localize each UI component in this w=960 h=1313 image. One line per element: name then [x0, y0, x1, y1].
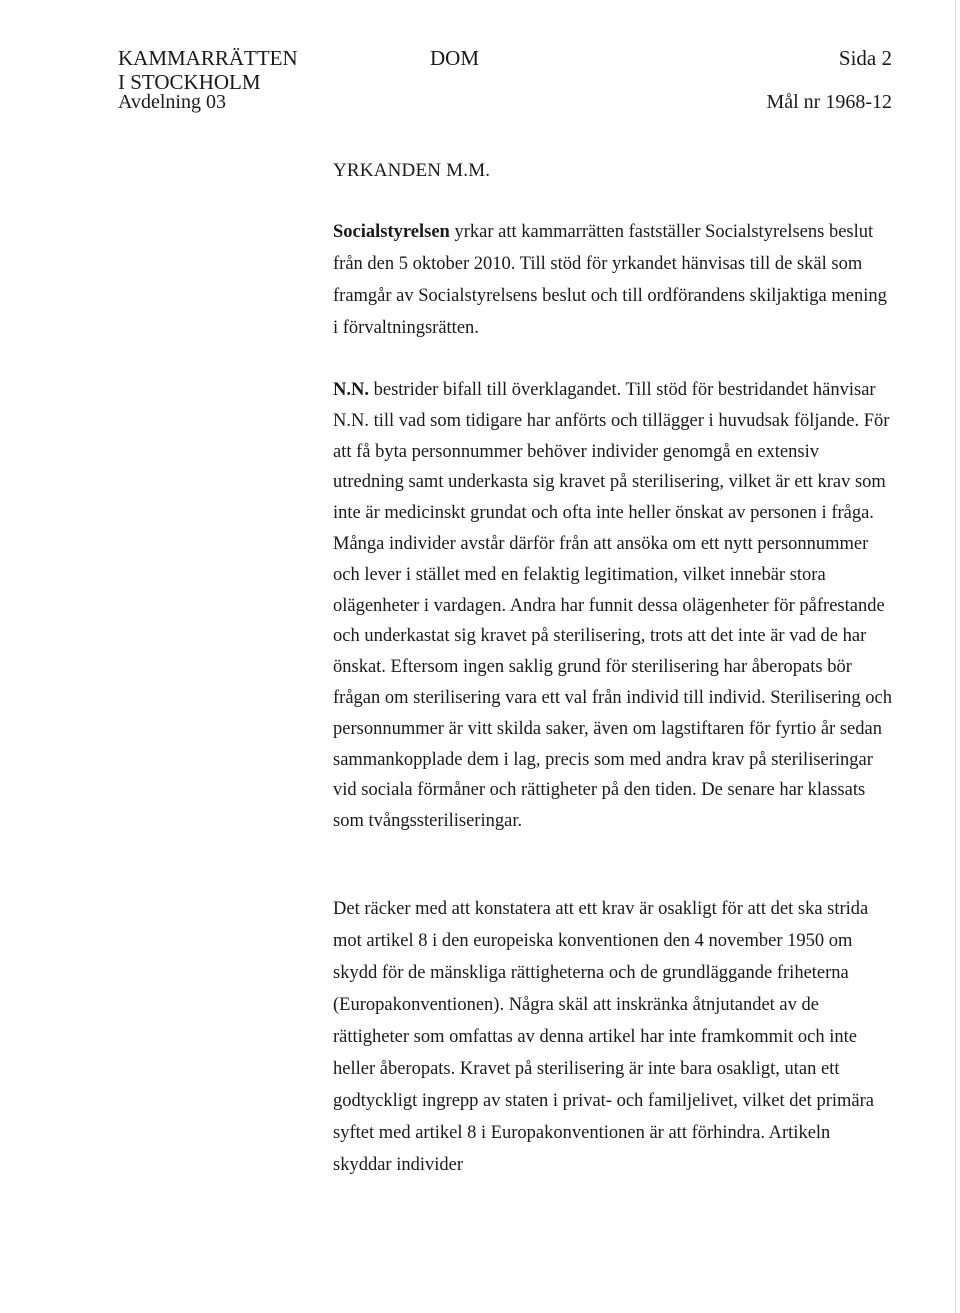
- paragraph-text: Det räcker med att konstatera att ett krav är osakligt för att det ska strida mot artikel 8 i den europeiska konventionen den 4 november 1950 om skydd för de mänskliga rättigheterna och de grundläggande friheterna (Europakonventionen). Några skäl att inskränka åtnjutandet av de rättigheter som omfattas av denna artikel har inte framkommit och inte heller åberopats. Kravet på sterilisering är inte bara osakligt, utan ett godtyckligt ingrepp av staten i privat- och familjelivet, vilket det primära syftet med artikel 8 i Europakonventionen är att förhindra. Artikeln skyddar individer: [333, 899, 874, 1175]
- section-title: YRKANDEN M.M.: [333, 160, 491, 181]
- paragraph-text: bestrider bifall till överklagandet. Till stöd för bestridandet hänvisar N.N. till vad som tidigare har anförts och tillägger i huvudsak följande. För att få byta personnummer behöver individer genomgå en extensiv utredning samt underkasta sig kravet på sterilisering, vilket är ett krav som inte är medicinskt grundat och ofta inte heller önskat av personen i fråga. Många individer avstår därför från att ansöka om ett nytt personnummer och lever i stället med en felaktig legitimation, vilket innebär stora olägenheter i vardagen. Andra har funnit dessa olägenheter för påfrestande och underkastat sig kravet på sterilisering, trots att det inte är vad de har önskat. Eftersom ingen saklig grund för sterilisering har åberopats bör frågan om sterilisering vara ett val från individ till individ. Sterilisering och personnummer är vitt skilda saker, även om lagstiftaren för fyrtio år sedan sammankopplade dem i lag, precis som med andra krav på steriliseringar vid sociala förmåner och rättigheter på den tiden. De senare har klassats som tvångssteriliseringar.: [333, 380, 892, 832]
- paragraph-lead: Socialstyrelsen: [333, 222, 450, 242]
- paragraph-europakonventionen: [333, 893, 893, 1181]
- document-type: DOM: [430, 46, 480, 70]
- case-number: Mål nr 1968-12: [766, 91, 892, 113]
- paragraph-lead: N.N.: [333, 380, 369, 400]
- court-division: Avdelning 03: [118, 91, 226, 113]
- paragraph-text: yrkar att kammarrätten fastställer Socialstyrelsens beslut från den 5 oktober 2010. Till stöd för yrkandet hänvisas till de skäl som framgår av Socialstyrelsens beslut och till ordförandens skiljaktiga mening i förvaltningsrätten.: [333, 222, 887, 338]
- paragraph-socialstyrelsen: [333, 216, 893, 344]
- court-city: I STOCKHOLM: [118, 70, 261, 94]
- page-number: Sida 2: [838, 46, 892, 70]
- scan-edge-line: [955, 0, 956, 1313]
- court-name: KAMMARRÄTTEN: [118, 46, 298, 70]
- paragraph-nn: [333, 375, 893, 837]
